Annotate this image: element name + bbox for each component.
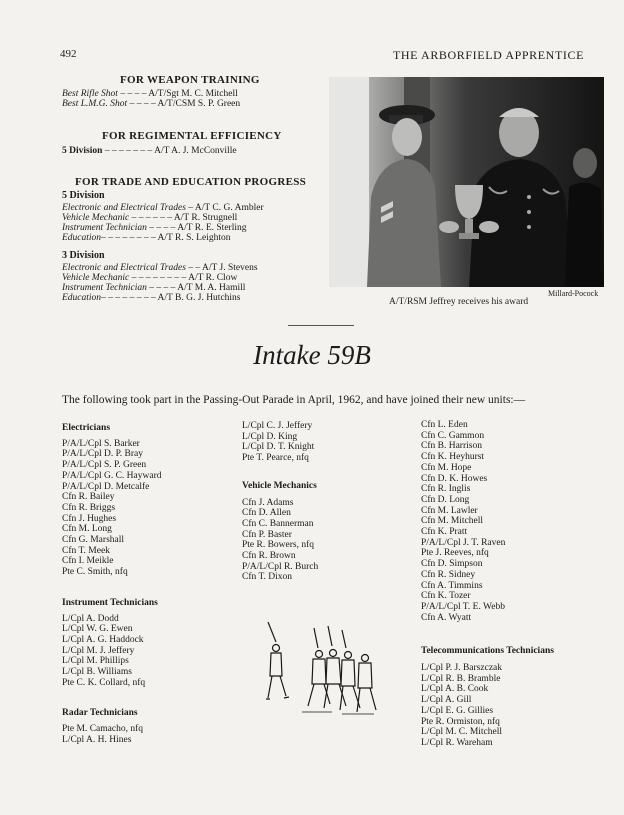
list-item: Cfn J. Adams [242, 497, 294, 508]
list-item: P/A/L/Cpl J. T. Raven [421, 537, 506, 548]
marching-soldiers-icon [262, 620, 382, 720]
list-item: Cfn L. Eden [421, 420, 468, 430]
award-row: 5 Division – – – – – – – A/T A. J. McConville [62, 146, 237, 156]
list-item: Cfn D. Long [421, 494, 470, 505]
division-3-heading: 3 Division [62, 250, 105, 261]
list-item: Pte R. Bowers, nfq [242, 540, 315, 551]
list-item: Cfn K. Pratt [421, 527, 468, 538]
list-item: Pte T. Pearce, nfq [242, 453, 309, 464]
column-3 [421, 420, 554, 749]
award-row: Education– – – – – – – – A/T B. G. J. Hutchins [62, 293, 241, 303]
list-item: Cfn R. Briggs [62, 502, 116, 513]
list-item: Cfn K. Tozer [421, 591, 471, 602]
award-row: Vehicle Mechanic – – – – – – – – A/T R. Clow [62, 273, 238, 283]
list-item: Cfn A. Timmins [421, 580, 483, 591]
column-1 [62, 423, 161, 746]
award-row: Best L.M.G. Shot – – – – A/T/CSM S. P. Green [62, 99, 241, 109]
list-item: L/Cpl A. Gill [421, 695, 472, 706]
list-item: Cfn R. Inglis [421, 484, 471, 495]
list-item: L/Cpl A. B. Cook [421, 684, 489, 695]
list-item: L/Cpl M. J. Jeffery [62, 645, 135, 656]
page-number: 492 [60, 48, 77, 60]
list-item: L/Cpl R. Wareham [421, 737, 493, 748]
electricians-heading: Electricians [62, 423, 111, 433]
list-item: L/Cpl M. C. Mitchell [421, 727, 503, 738]
list-item: P/A/L/Cpl R. Burch [242, 561, 319, 572]
list-item: L/Cpl D. T. Knight [242, 442, 315, 453]
award-row: Instrument Technician – – – – A/T M. A. Hamill [62, 283, 246, 293]
list-item: L/Cpl P. J. Barszczak [421, 663, 503, 674]
list-item: Pte R. Ormiston, nfq [421, 716, 500, 727]
photo-credit: Millard-Pocock [548, 289, 599, 298]
list-item: Cfn M. Mitchell [421, 516, 484, 527]
list-item: P/A/L/Cpl D. Metcalfe [62, 481, 150, 492]
list-item: Cfn J. Hughes [62, 513, 117, 524]
list-item: Cfn P. Baster [242, 529, 292, 540]
divider [288, 325, 354, 326]
regimental-efficiency-heading: FOR REGIMENTAL EFFICIENCY [102, 130, 282, 142]
list-item: Cfn K. Heyhurst [421, 452, 485, 463]
list-item: Cfn T. Dixon [242, 572, 293, 583]
list-item: Cfn M. Hope [421, 462, 472, 473]
marching-soldiers-illustration [262, 620, 382, 720]
list-item: L/Cpl R. B. Bramble [421, 673, 501, 684]
list-item: Cfn G. Marshall [62, 535, 125, 546]
column-2 [242, 421, 318, 583]
list-item: L/Cpl D. King [242, 431, 298, 442]
trade-education-heading: FOR TRADE AND EDUCATION PROGRESS [75, 176, 307, 188]
list-item: Cfn C. Bannerman [242, 518, 314, 529]
running-title: THE ARBORFIELD APPRENTICE [392, 48, 584, 62]
instrument-technicians-heading: Instrument Technicians [62, 597, 158, 608]
award-row: Best Rifle Shot – – – – A/T/Sgt M. C. Mitchell [62, 89, 238, 99]
list-item: Cfn D. Simpson [421, 559, 483, 570]
division-5-heading: 5 Division [62, 190, 105, 201]
vehicle-mechanics-heading: Vehicle Mechanics [242, 480, 317, 491]
weapon-training-heading: FOR WEAPON TRAINING [120, 74, 260, 86]
list-item: L/Cpl W. G. Ewen [62, 624, 133, 635]
list-item: Cfn B. Harrison [421, 441, 482, 452]
list-item: L/Cpl A. Dodd [62, 613, 119, 624]
list-item: Cfn A. Wyatt [421, 612, 472, 623]
list-item: P/A/L/Cpl G. C. Hayward [62, 470, 162, 481]
list-item: P/A/L/Cpl S. Barker [62, 438, 140, 449]
list-item: L/Cpl C. J. Jeffery [242, 421, 313, 431]
award-row: Education– – – – – – – – A/T R. S. Leighton [62, 233, 231, 243]
list-item: L/Cpl A. H. Hines [62, 734, 132, 745]
list-item: Cfn I. Meikle [62, 556, 114, 567]
photo-caption: A/T/RSM Jeffrey receives his award [389, 297, 529, 307]
list-item: Cfn D. K. Howes [421, 473, 488, 484]
list-item: L/Cpl E. G. Gillies [421, 705, 494, 716]
list-item: L/Cpl A. G. Haddock [62, 634, 144, 645]
telecommunications-technicians-heading: Telecommunications Technicians [421, 646, 554, 657]
list-item: L/Cpl M. Phillips [62, 656, 129, 667]
list-item: Pte M. Camacho, nfq [62, 724, 144, 735]
intake-title: Intake 59B [253, 340, 371, 370]
award-row: Electronic and Electrical Trades – A/T C. G. Ambler [62, 203, 264, 213]
list-item: Cfn R. Sidney [421, 569, 476, 580]
list-item: P/A/L/Cpl T. E. Webb [421, 601, 505, 612]
list-item: Pte C. Smith, nfq [62, 567, 128, 578]
list-item: Cfn C. Gammon [421, 430, 485, 441]
award-photo-illustration [329, 77, 604, 287]
award-row: Vehicle Mechanic – – – – – – A/T R. Strugnell [62, 213, 238, 223]
intake-intro: The following took part in the Passing-Out Parade in April, 1962, and have joined their new units:— [62, 394, 526, 406]
list-item: P/A/L/Cpl D. P. Bray [62, 449, 144, 460]
award-row: Electronic and Electrical Trades – – A/T J. Stevens [62, 263, 258, 273]
list-item: P/A/L/Cpl S. P. Green [62, 460, 147, 471]
list-item: Cfn M. Long [62, 524, 112, 535]
list-item: Cfn D. Allen [242, 508, 291, 519]
list-item: L/Cpl B. Williams [62, 667, 132, 678]
list-item: Pte J. Reeves, nfq [421, 548, 489, 559]
list-item: Cfn T. Meek [62, 545, 110, 556]
radar-technicians-heading: Radar Technicians [62, 708, 138, 719]
list-item: Cfn R. Brown [242, 551, 296, 562]
list-item: Cfn M. Lawler [421, 505, 478, 516]
award-row: Instrument Technician – – – – A/T R. E. Sterling [62, 223, 247, 233]
list-item: Cfn R. Bailey [62, 492, 115, 503]
award-photograph [329, 77, 604, 287]
list-item: Pte C. K. Collard, nfq [62, 677, 146, 688]
